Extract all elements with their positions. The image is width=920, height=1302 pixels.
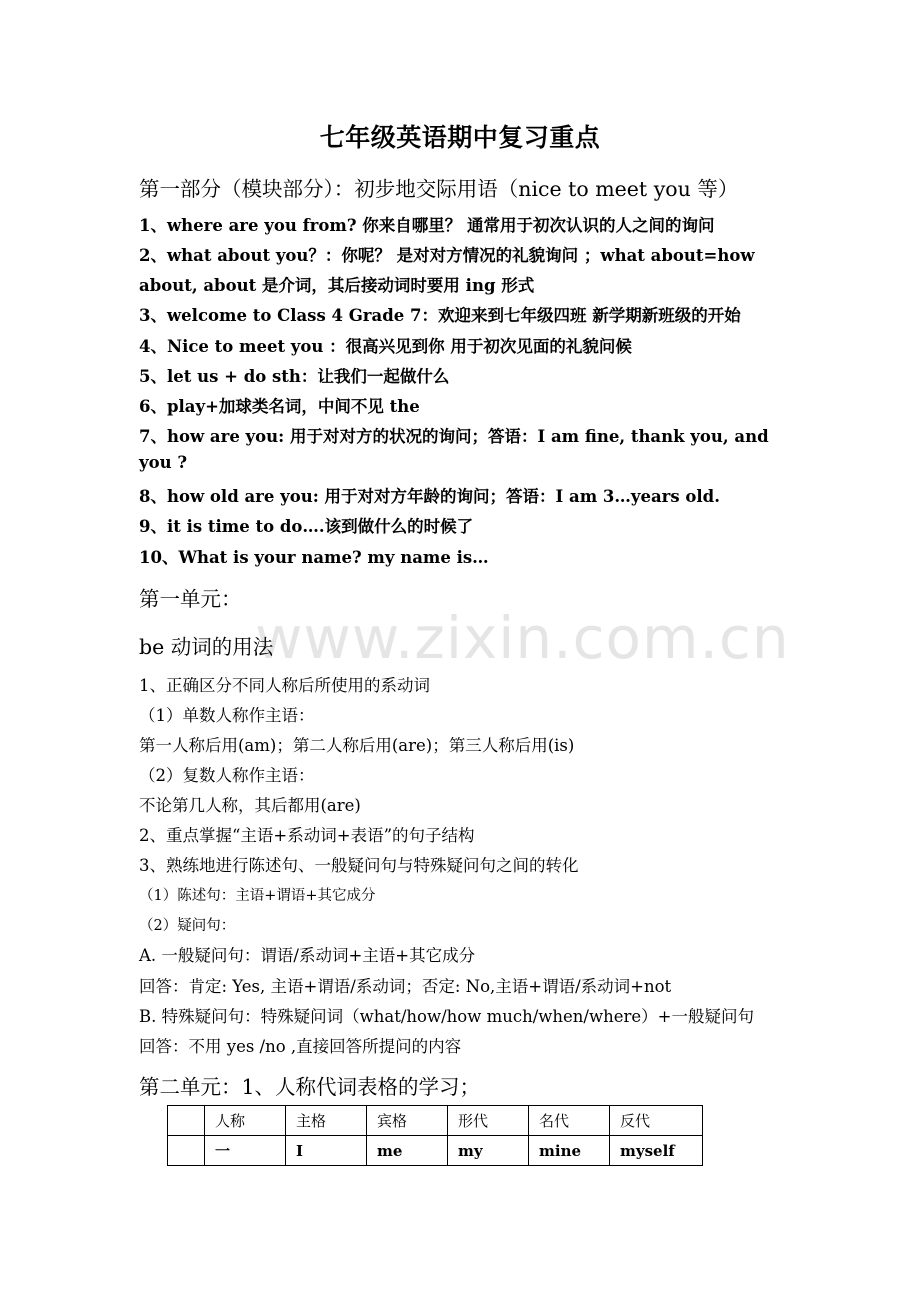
part1-line: 10、What is your name? my name is… bbox=[139, 548, 489, 567]
table-cell: 主格 bbox=[286, 1106, 367, 1136]
part1-line: about, about 是介词，其后接动词时要用 ing 形式 bbox=[139, 276, 535, 295]
unit1-line: （1）单数人称作主语： bbox=[139, 706, 315, 725]
part1-heading: 第一部分（模块部分）：初步地交际用语（nice to meet you 等） bbox=[139, 177, 739, 201]
part1-line: 4、Nice to meet you ：很高兴见到你 用于初次见面的礼貌问候 bbox=[139, 337, 632, 356]
part1-line: 5、let us + do sth：让我们一起做什么 bbox=[139, 367, 450, 386]
part1-line: 1、where are you from? 你来自哪里？ 通常用于初次认识的人之间的询问 bbox=[139, 216, 715, 235]
part1-line: 9、it is time to do….该到做什么的时候了 bbox=[139, 517, 474, 536]
table-cell: my bbox=[448, 1136, 529, 1166]
watermark: www.zixin.com.cn bbox=[255, 604, 790, 672]
table-cell: 名代 bbox=[529, 1106, 610, 1136]
table-cell: me bbox=[367, 1136, 448, 1166]
unit1-line: 回答：肯定: Yes, 主语+谓语/系动词；否定: No,主语+谓语/系动词+not bbox=[139, 977, 672, 996]
table-row bbox=[168, 1136, 703, 1166]
table-cell bbox=[168, 1136, 205, 1166]
table-cell: 宾格 bbox=[367, 1106, 448, 1136]
unit1-line: 回答：不用 yes /no ,直接回答所提问的内容 bbox=[139, 1037, 462, 1056]
unit1-line: 第一人称后用(am)；第二人称后用(are)；第三人称后用(is) bbox=[139, 736, 575, 755]
unit1-heading: 第一单元： bbox=[139, 587, 242, 611]
unit1-line: 不论第几人称，其后都用(are) bbox=[139, 796, 361, 815]
unit1-line: （2）疑问句： bbox=[139, 918, 236, 934]
unit1-line: 1、正确区分不同人称后所使用的系动词 bbox=[139, 676, 430, 695]
unit1-line: 3、熟练地进行陈述句、一般疑问句与特殊疑问句之间的转化 bbox=[139, 856, 579, 875]
part1-line: 7、how are you: 用于对对方的状况的询问；答语：I am fine, thank you, and bbox=[139, 427, 769, 446]
unit1-line: （1）陈述句：主语+谓语+其它成分 bbox=[139, 888, 376, 904]
table-cell: 反代 bbox=[610, 1106, 703, 1136]
unit1-line: 2、重点掌握“主语+系动词+表语”的句子结构 bbox=[139, 826, 475, 845]
table-cell: 形代 bbox=[448, 1106, 529, 1136]
part1-line: you ? bbox=[139, 453, 188, 472]
pronoun-table bbox=[167, 1105, 703, 1166]
table-header-row bbox=[168, 1106, 703, 1136]
unit1-line: B. 特殊疑问句：特殊疑问词（what/how/how much/when/where）+一般疑问句 bbox=[139, 1007, 754, 1026]
unit1-subheading: be 动词的用法 bbox=[139, 635, 274, 659]
part1-line: 8、how old are you: 用于对对方年龄的询问；答语：I am 3…years old. bbox=[139, 487, 720, 506]
part1-line: 2、what about you？：你呢？ 是对对方情况的礼貌询问 ；what about=how bbox=[139, 246, 755, 265]
part1-line: 3、welcome to Class 4 Grade 7：欢迎来到七年级四班 新学期新班级的开始 bbox=[139, 306, 741, 325]
table-cell bbox=[168, 1106, 205, 1136]
table-cell: mine bbox=[529, 1136, 610, 1166]
unit2-heading: 第二单元：1、人称代词表格的学习； bbox=[139, 1075, 481, 1099]
unit1-line: A. 一般疑问句：谓语/系动词+主语+其它成分 bbox=[139, 946, 476, 965]
table-cell: 一 bbox=[205, 1136, 286, 1166]
table-cell: myself bbox=[610, 1136, 703, 1166]
document-title: 七年级英语期中复习重点 bbox=[319, 123, 601, 152]
table-cell: I bbox=[286, 1136, 367, 1166]
part1-line: 6、play+加球类名词，中间不见 the bbox=[139, 397, 420, 416]
unit1-line: （2）复数人称作主语： bbox=[139, 766, 315, 785]
table-cell: 人称 bbox=[205, 1106, 286, 1136]
